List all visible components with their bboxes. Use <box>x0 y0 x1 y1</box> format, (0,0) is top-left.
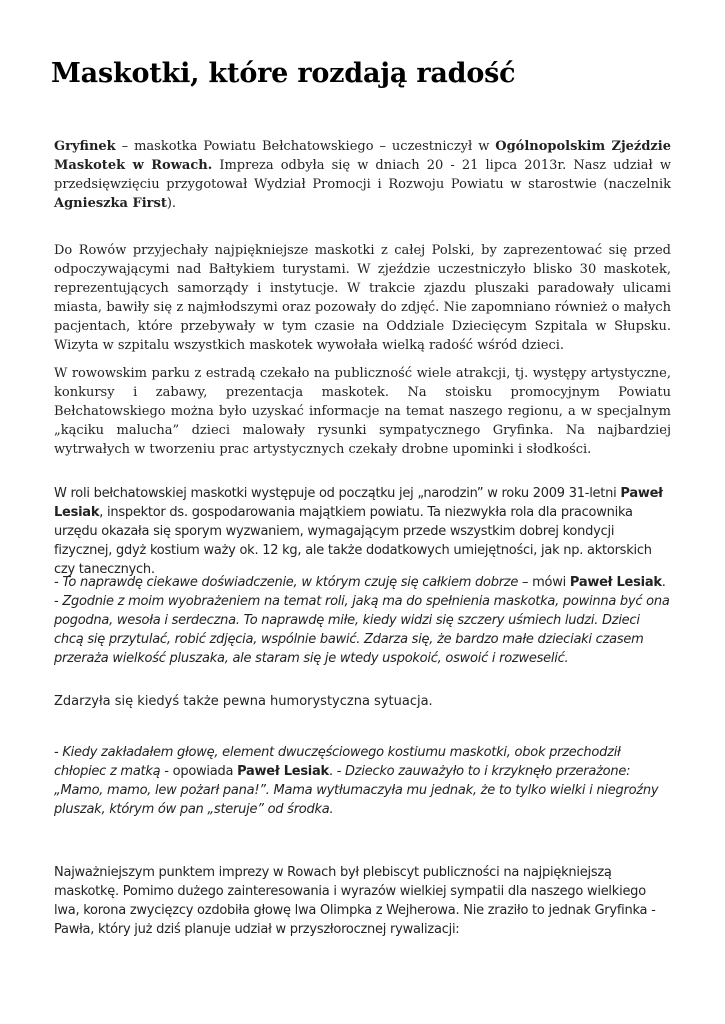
person-name: Agnieszka First <box>54 196 167 211</box>
person-name: Paweł Lesiak <box>54 486 663 520</box>
event-name: Ogólnopolskim Zjeździe Maskotek w Rowach. <box>54 139 671 173</box>
paragraph-quote-2: - Kiedy zakładałem głowę, element dwuczęściowego kostiumu maskotki, obok przechodził chłopiec z matką - opowiada Paweł Lesiak. - Dziecko zauważyło to i krzyknęło przerażone: „Mamo, mamo, lew pożarł pana!”. Mama wytłumaczyła mu jednak, że to tylko wielki i niegroźny pluszak, którym ów pan „steruje” od środka. <box>54 745 659 817</box>
paragraph-park: W rowowskim parku z estradą czekało na publiczność wiele atrakcji, tj. występy artystyczne, konkursy i zabawy, prezentacja maskotek. Na stoisku promocyjnym Powiatu Bełchatowskiego można było uzyskać informacje na temat naszego regionu, a w specjalnym „kąciku malucha” dzieci malowały rysunki sympatycznego Gryfinka. Na najbardziej wytrwałych w tworzeniu prac artystycznych czekały drobne upominki i słodkości. <box>54 366 671 457</box>
person-name: Paweł Lesiak <box>237 764 329 779</box>
paragraph-anecdote-intro: Zdarzyła się kiedyś także pewna humorystyczna sytuacja. <box>54 694 433 709</box>
page-title: Maskotki, które rozdają radość <box>51 58 516 89</box>
mascot-name: Gryfinek <box>54 139 116 154</box>
paragraph-arrival: Do Rowów przyjechały najpiękniejsze maskotki z całej Polski, by zaprezentować się przed odpoczywającymi nad Bałtykiem turystami. W zjeździe uczestniczyło blisko 30 maskotek, reprezentujących samorządy i instytucje. W trakcie zjazdu pluszaki paradowały ulicami miasta, bawiły się z najmłodszymi oraz pozowały do zdjęć. Nie zapomniano również o małych pacjentach, które przebywały w tym czasie na Oddziale Dziecięcym Szpitala w Słupsku. Wizyta w szpitalu wszystkich maskotek wywołała wielką radość wśród dzieci. <box>54 243 671 353</box>
paragraph-intro: Gryfinek – maskotka Powiatu Bełchatowskiego – uczestniczył w Ogólnopolskim Zjeździe Maskotek w Rowach. Impreza odbyła się w dniach 20 - 21 lipca 2013r. Nasz udział w przedsięwzięciu przygotował Wydział Promocji i Rozwoju Powiatu w starostwie (naczelnik Agnieszka First). <box>54 139 671 211</box>
person-name: Paweł Lesiak <box>569 575 662 590</box>
paragraph-plebiscite: Najważniejszym punktem imprezy w Rowach był plebiscyt publiczności na najpiękniejszą maskotkę. Pomimo dużego zainteresowania i wyrazów wielkiej sympatii dla naszego wielkiego lwa, korona zwycięzcy ozdobiła głowę lwa Olimpka z Wejherowa. Nie zraziło to jednak Gryfinka - Pawła, który już dziś planuje udział w przyszłorocznej rywalizacji: <box>54 865 656 937</box>
paragraph-role: W roli bełchatowskiej maskotki występuje od początku jej „narodzin” w roku 2009 31-letni Paweł Lesiak, inspektor ds. gospodarowania majątkiem powiatu. Ta niezwykła rola dla pracownika urzędu okazała się sporym wyzwaniem, wymagającym przede wszystkim dobrej kondycji fizycznej, gdyż kostium waży ok. 12 kg, ale także dodatkowych umiejętności, jak np. aktorskich czy tanecznych. <box>54 486 663 577</box>
paragraph-quote-1: - To naprawdę ciekawe doświadczenie, w którym czuję się całkiem dobrze – mówi Paweł Lesiak. - Zgodnie z moim wyobrażeniem na temat roli, jaką ma do spełnienia maskotka, powinna być ona pogodna, wesoła i serdeczna. To naprawdę miłe, kiedy widzi się szczery uśmiech ludzi. Dzieci chcą się przytulać, robić zdjęcia, wspólnie bawić. Zdarza się, że bardzo małe dzieciaki czasem przeraża wielkość pluszaka, ale staram się je wtedy uspokoić, oswoić i rozweselić. <box>54 575 670 666</box>
